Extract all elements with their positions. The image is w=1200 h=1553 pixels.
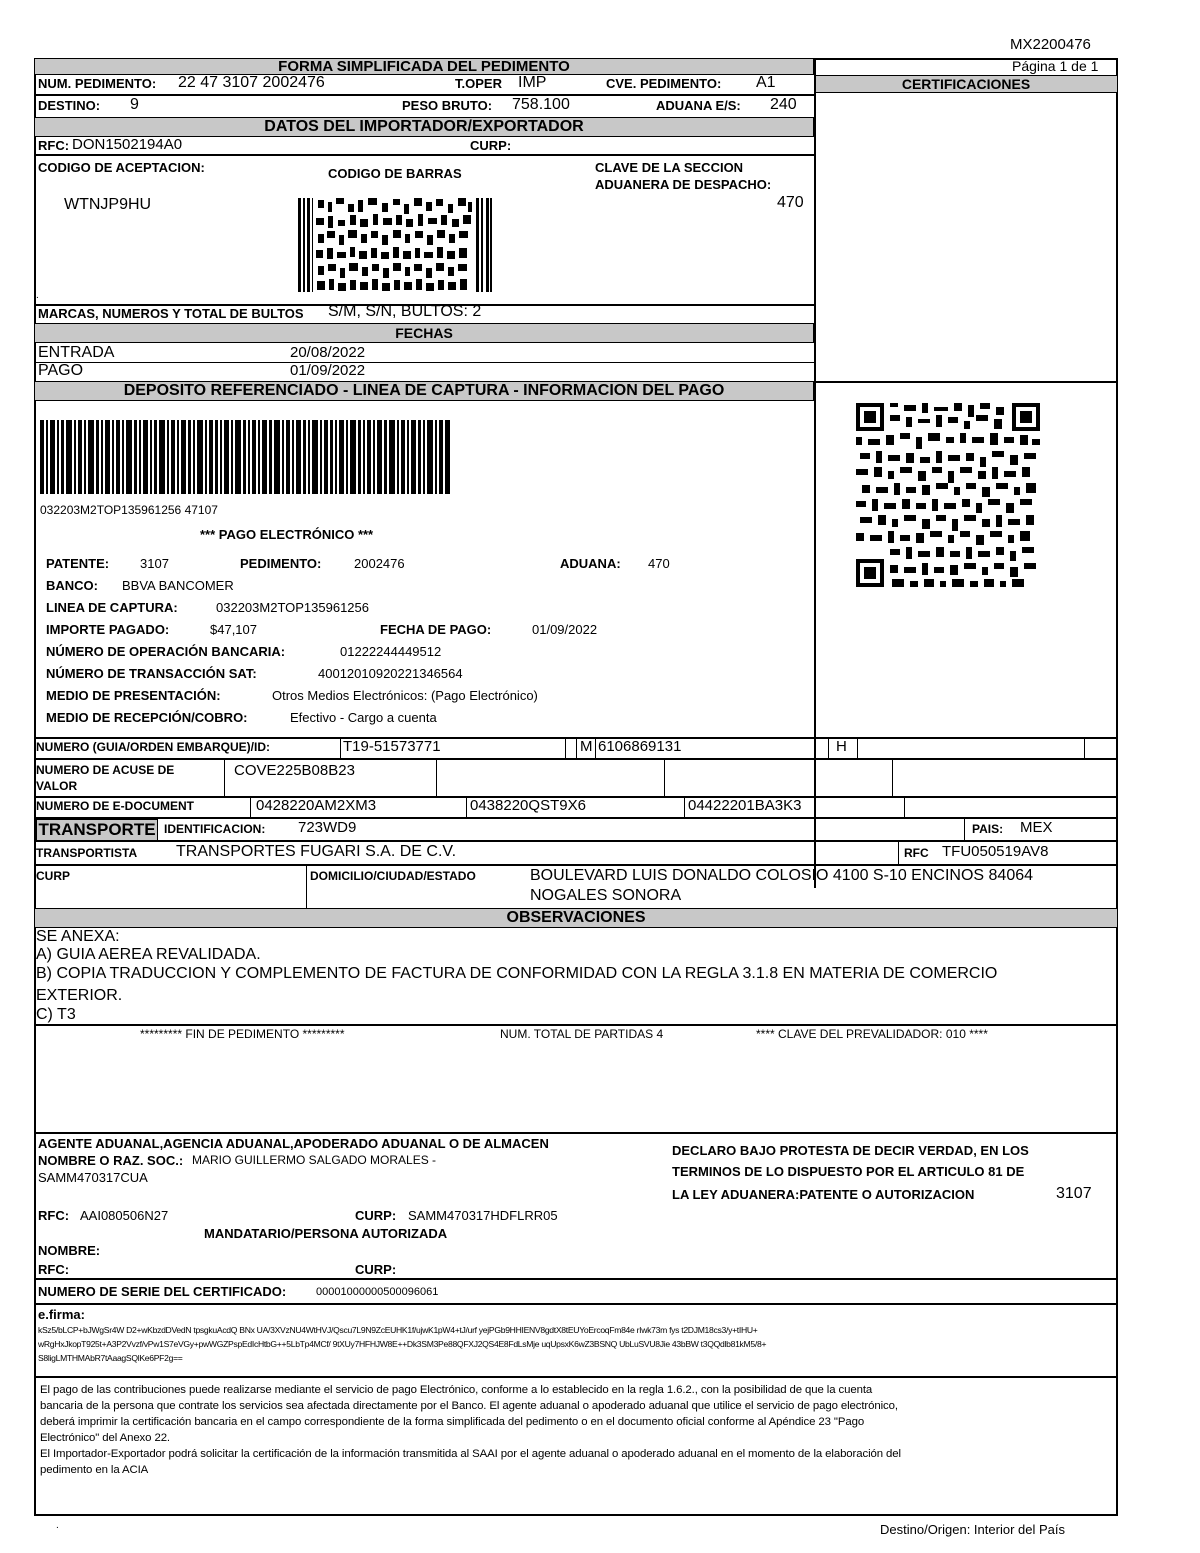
rule (904, 798, 905, 817)
operacion-bancaria: 01222244449512 (340, 644, 442, 659)
clave-prevalidador: **** CLAVE DEL PREVALIDADOR: 010 **** (756, 1027, 988, 1041)
efirma-label: e.firma: (38, 1307, 85, 1322)
peso-label: PESO BRUTO: (402, 98, 493, 113)
toper: IMP (518, 74, 547, 91)
rule (250, 798, 251, 817)
aduana: 470 (648, 556, 670, 571)
codigo-aceptacion-label: CODIGO DE ACEPTACION: (38, 160, 205, 175)
observacion-line-2: A) GUIA AEREA REVALIDADA. (36, 946, 261, 963)
agente-nombre-2: SAMM470317CUA (38, 1170, 148, 1185)
edoc-3: 04422201BA3K3 (688, 797, 802, 814)
footer-line-4: Electrónico" del Anexo 22. (40, 1432, 170, 1444)
rule (34, 154, 814, 156)
domicilio-line-1: BOULEVARD LUIS DONALDO COLOSIO 4100 S-10 ENCINOS 84064 (530, 867, 1034, 884)
acuse-label-1: NUMERO DE ACUSE DE (36, 763, 175, 777)
footer-dot: . (56, 1520, 59, 1531)
rule (34, 1376, 1118, 1378)
efirma-line-1: kSz5/bLCP+bJWgSr4W D2+wKbzdDVedN tpsgkuAcdQ BNx UA/3XVzNU4WtHVJ/Qscu7L9N9ZcEUHK1f/ujwK1pW4+tJ/urf yejPGb9HHIENV8gdtX8tEUYoErcoqFm84e rIwk73m fys t2DJM18cs3/y+tIHU+ (38, 1325, 758, 1335)
banco: BBVA BANCOMER (122, 578, 234, 593)
agente-rfc: AAI080506N27 (80, 1208, 169, 1223)
declaro-line-3: LA LEY ADUANERA:PATENTE O AUTORIZACION (672, 1187, 975, 1202)
rule (34, 1024, 1118, 1026)
domicilio-label: DOMICILIO/CIUDAD/ESTADO (310, 869, 476, 883)
cve: A1 (756, 74, 776, 91)
rule (34, 362, 814, 363)
destino-origen: Destino/Origen: Interior del País (880, 1522, 1065, 1537)
observacion-line-4: EXTERIOR. (36, 987, 123, 1004)
rule (898, 842, 899, 864)
peso-bruto: 758.100 (512, 96, 570, 113)
rfc-label: RFC: (38, 138, 70, 153)
pais-label: PAIS: (972, 822, 1004, 836)
rule (436, 760, 437, 796)
fecha-pago-label: FECHA DE PAGO: (380, 622, 492, 637)
agente-patente: 3107 (1056, 1185, 1092, 1202)
guia-label: NUMERO (GUIA/ORDEN EMBARQUE)/ID: (36, 740, 270, 754)
observacion-line-3: B) COPIA TRADUCCION Y COMPLEMENTO DE FACTURA DE CONFORMIDAD CON LA REGLA 3.1.8 EN MATERIA DE COMERCIO (36, 965, 998, 982)
pais: MEX (1020, 819, 1053, 836)
barcode-text: 032203M2TOP135961256 47107 (40, 503, 218, 517)
edoc-label: NUMERO DE E-DOCUMENT (36, 799, 194, 813)
efirma-line-3: S8ligLMTHMAbR7tAaagSQlKe6PF2g== (38, 1353, 183, 1363)
frame-right (1116, 58, 1118, 1516)
rule (964, 819, 965, 840)
document-id: MX2200476 (1010, 36, 1091, 53)
agente-nombre: MARIO GUILLERMO SALGADO MORALES - (192, 1153, 437, 1167)
barcode-2d-icon (298, 198, 492, 292)
acuse-label-2: VALOR (36, 779, 78, 793)
page-label: Página 1 de 1 (1012, 58, 1099, 74)
pago-label: PAGO (38, 362, 84, 379)
mandatario-nombre-label: NOMBRE: (38, 1243, 101, 1258)
cve-label: CVE. PEDIMENTO: (606, 76, 722, 91)
num-pedimento-label: NUM. PEDIMENTO: (38, 76, 157, 91)
rule (466, 798, 467, 817)
entrada-label: ENTRADA (38, 344, 115, 361)
transportista-label: TRANSPORTISTA (36, 846, 138, 860)
guia-value-2: 6106869131 (598, 738, 682, 755)
observacion-line-5: C) T3 (36, 1006, 76, 1023)
importe-label: IMPORTE PAGADO: (46, 622, 170, 637)
identificacion: 723WD9 (298, 819, 357, 836)
presentacion-label: MEDIO DE PRESENTACIÓN: (46, 688, 221, 703)
pago-header: DEPOSITO REFERENCIADO - LINEA DE CAPTURA - INFORMACION DEL PAGO (34, 381, 814, 401)
observaciones-header: OBSERVACIONES (34, 908, 1118, 928)
fin-pedimento: ********* FIN DE PEDIMENTO ********* (140, 1027, 345, 1041)
linea-captura-label: LINEA DE CAPTURA: (46, 600, 178, 615)
transaccion-label: NÚMERO DE TRANSACCIÓN SAT: (46, 666, 257, 681)
guia-value: T19-51573771 (343, 738, 441, 755)
rule (34, 840, 1118, 842)
clave-seccion: 470 (777, 194, 804, 211)
domicilio-line-2: NOGALES SONORA (530, 887, 682, 904)
rule (664, 760, 665, 796)
curp-label: CURP: (470, 138, 512, 153)
dot-mark: . (36, 290, 39, 301)
transportista: TRANSPORTES FUGARI S.A. DE C.V. (176, 843, 457, 860)
banco-label: BANCO: (46, 578, 98, 593)
rule (34, 1278, 1118, 1280)
transporte-label: TRANSPORTE (36, 819, 158, 841)
cert-divider (814, 58, 816, 888)
clave-seccion-label-1: CLAVE DE LA SECCION (595, 160, 744, 175)
transportista-rfc: TFU050519AV8 (942, 843, 1049, 860)
frame-bottom (34, 1514, 1118, 1516)
footer-line-1: El pago de las contribuciones puede realizarse mediante el servicio de pago Electrónico, conforme a lo establecido en la regla 1.6.2., con la posibilidad de que la cuenta (40, 1384, 873, 1396)
fechas-header: FECHAS (34, 323, 814, 343)
rule (892, 760, 893, 796)
mandatario-rfc-label: RFC: (38, 1262, 70, 1277)
importe-pagado: $47,107 (210, 622, 257, 637)
footer-line-6: pedimento en la ACIA (40, 1464, 149, 1476)
patente-label: PATENTE: (46, 556, 110, 571)
pago-date: 01/09/2022 (290, 362, 366, 379)
rule (34, 864, 1118, 866)
entrada-date: 20/08/2022 (290, 344, 366, 361)
rule (34, 817, 1118, 819)
num-pedimento: 22 47 3107 2002476 (178, 74, 325, 91)
codigo-barras-label: CODIGO DE BARRAS (328, 166, 462, 181)
codigo-aceptacion: WTNJP9HU (64, 196, 152, 213)
edoc-1: 0428220AM2XM3 (256, 797, 377, 814)
destino-label: DESTINO: (38, 98, 101, 113)
serie-certificado: 00001000000500096061 (316, 1286, 439, 1298)
rule (34, 1132, 1118, 1134)
mandatario-curp-label: CURP: (355, 1262, 397, 1277)
barcode-icon (40, 420, 450, 494)
marcas-label: MARCAS, NUMEROS Y TOTAL DE BULTOS (38, 306, 304, 321)
acuse-value: COVE225B08B23 (234, 762, 355, 779)
certificaciones-header: CERTIFICACIONES (814, 75, 1118, 93)
pedimento-label: PEDIMENTO: (240, 556, 322, 571)
destino: 9 (130, 96, 139, 113)
rule (1084, 739, 1085, 758)
aduana-label: ADUANA: (560, 556, 621, 571)
agente-nombre-label: NOMBRE O RAZ. SOC.: (38, 1153, 184, 1168)
edoc-2: 0438220QST9X6 (470, 797, 586, 814)
footer-line-3: deberá imprimir la certificación bancaria en el campo correspondiente de la forma simplificada del pedimento o en el documento oficial conforme al Apéndice 23 "Pago (40, 1416, 865, 1428)
observacion-line-1: SE ANEXA: (36, 928, 120, 945)
guia-m: M (580, 738, 593, 755)
transporte-curp-label: CURP (36, 869, 71, 883)
importador-rfc: DON1502194A0 (72, 136, 183, 153)
qr-code-icon (856, 403, 1040, 587)
recepcion-label: MEDIO DE RECEPCIÓN/COBRO: (46, 710, 248, 725)
agente-rfc-label: RFC: (38, 1208, 70, 1223)
efirma-line-2: wRgHxJkopT925t+A3P2Vvzf/vPw1S7eVGy+pwWGZPspEdIcHtbG++5LbTp4MCf/ 9tXUy7HFHJW8E++Dk3SM3Pe88QFXJ2QS4E8FdLsMje uqUpsxK6wZ3BSNQ UbLuSVU8Jie 43bBW t3QQdlb81kM5/8+ (38, 1339, 767, 1349)
operacion-label: NÚMERO DE OPERACIÓN BANCARIA: (46, 644, 286, 659)
importador-header: DATOS DEL IMPORTADOR/EXPORTADOR (34, 117, 814, 137)
rule (684, 798, 685, 817)
transportista-rfc-label: RFC (904, 846, 929, 860)
declaro-line-1: DECLARO BAJO PROTESTA DE DECIR VERDAD, EN LOS (672, 1143, 1029, 1158)
clave-seccion-label-2: ADUANERA DE DESPACHO: (595, 177, 772, 192)
medio-presentacion: Otros Medios Electrónicos: (Pago Electrónico) (272, 688, 538, 703)
rule (306, 866, 307, 908)
marcas-value: S/M, S/N, BULTOS: 2 (328, 303, 482, 320)
declaro-line-2: TERMINOS DE LO DISPUESTO POR EL ARTICULO 81 DE (672, 1164, 1025, 1179)
rule (34, 758, 1118, 760)
total-partidas: NUM. TOTAL DE PARTIDAS 4 (500, 1027, 664, 1041)
aduana-es-label: ADUANA E/S: (656, 98, 741, 113)
footer-line-5: El Importador-Exportador podrá solicitar la certificación de la información transmitida al SAAI por el agente aduanal o apoderado aduanal en el momento de la elaboración del (40, 1448, 901, 1460)
mandatario-title: MANDATARIO/PERSONA AUTORIZADA (204, 1226, 448, 1241)
pago-electronico: *** PAGO ELECTRÓNICO *** (200, 527, 374, 542)
medio-recepcion: Efectivo - Cargo a cuenta (290, 710, 437, 725)
form-title: FORMA SIMPLIFICADA DEL PEDIMENTO (34, 58, 814, 75)
aduana-es: 240 (770, 96, 797, 113)
agente-curp-label: CURP: (355, 1208, 397, 1223)
fecha-pago: 01/09/2022 (532, 622, 598, 637)
agente-title: AGENTE ADUANAL,AGENCIA ADUANAL,APODERADO ADUANAL O DE ALMACEN (38, 1136, 549, 1151)
serie-certificado-label: NUMERO DE SERIE DEL CERTIFICADO: (38, 1284, 287, 1299)
transaccion-sat: 40012010920221346564 (318, 666, 463, 681)
linea-captura: 032203M2TOP135961256 (216, 600, 369, 615)
pedimento: 2002476 (354, 556, 405, 571)
rule (34, 1303, 1118, 1305)
patente: 3107 (140, 556, 169, 571)
guia-h: H (836, 738, 847, 755)
toper-label: T.OPER (455, 76, 502, 91)
agente-curp: SAMM470317HDFLRR05 (408, 1208, 558, 1223)
rule (224, 760, 225, 796)
identificacion-label: IDENTIFICACION: (164, 822, 266, 836)
rule (34, 94, 814, 96)
rule (814, 381, 1118, 383)
footer-line-2: bancaria de la persona que contrate los servicios sea afectada directamente por el Banco. El agente aduanal o apoderado aduanal que utilice el servicio de pago electrónico, (40, 1400, 898, 1412)
